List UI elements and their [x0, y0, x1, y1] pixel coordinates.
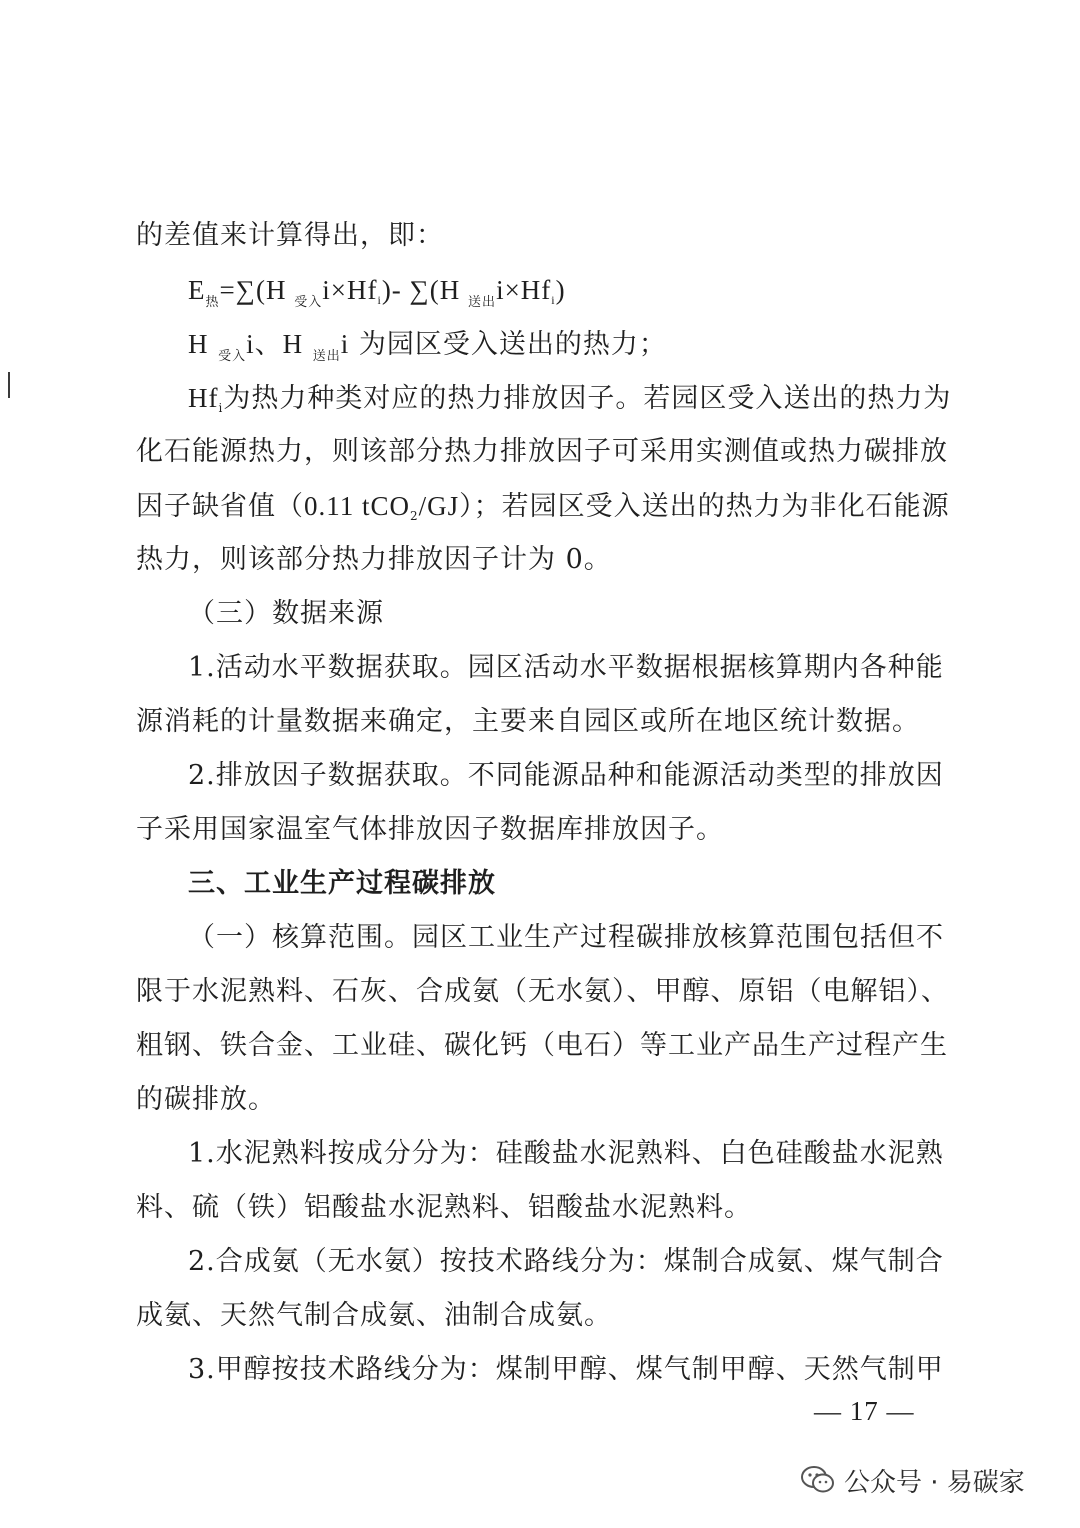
text-line: 源消耗的计量数据来确定，主要来自园区或所在地区统计数据。 [136, 706, 920, 737]
section-heading: 三、工业生产过程碳排放 [188, 868, 496, 899]
text-line: 料、硫（铁）铝酸盐水泥熟料、铝酸盐水泥熟料。 [136, 1192, 752, 1223]
page-number: — 17 — [814, 1396, 915, 1426]
text-line: 2.排放因子数据获取。不同能源品种和能源活动类型的排放因 [188, 760, 944, 791]
text-line: 的碳排放。 [136, 1084, 276, 1115]
text-line: 1.水泥熟料按成分分为：硅酸盐水泥熟料、白色硅酸盐水泥熟 [188, 1138, 944, 1169]
formula-line [0, 262, 1080, 318]
text-line: 限于水泥熟料、石灰、合成氨（无水氨）、甲醇、原铝（电解铝）、 [136, 976, 949, 1007]
heat-emission-formula: $E_热=\sum(H$ $_{受入}$i×Hfi)- ∑(H $_{送出}$i×Hfi) [188, 275, 566, 309]
text-line: 的差值来计算得出，即： [136, 220, 444, 251]
text-line: 2.合成氨（无水氨）按技术路线分为：煤制合成氨、煤气制合 [188, 1246, 944, 1277]
text-line: （一）核算范围。园区工业生产过程碳排放核算范围包括但不 [188, 922, 944, 953]
wechat-icon [800, 1464, 836, 1496]
text-line: 热力，则该部分热力排放因子计为 0。 [136, 544, 612, 575]
text-line: 粗钢、铁合金、工业硅、碳化钙（电石）等工业产品生产过程产生 [136, 1030, 948, 1061]
text-line: 1.活动水平数据获取。园区活动水平数据根据核算期内各种能 [188, 652, 944, 683]
text-line: 子采用国家温室气体排放因子数据库排放因子。 [136, 814, 724, 845]
definition-line: H $_{受入}$i、H $_{送出}$i 为园区受入送出的热力； [188, 329, 667, 364]
item-heading: （一）核算范围。 [188, 922, 412, 953]
watermark [800, 1460, 1025, 1500]
text-line: 因子缺省值（0.11 tCO2/GJ）；若园区受入送出的热力为非化石能源 [136, 491, 950, 523]
text-line: Hfi为热力种类对应的热力排放因子。若园区受入送出的热力为 [188, 383, 952, 415]
subsection-heading: （三）数据来源 [188, 598, 384, 629]
item-heading: 2.排放因子数据获取。 [188, 760, 468, 791]
text-line: 成氨、天然气制合成氨、油制合成氨。 [136, 1300, 612, 1331]
text-line: 3.甲醇按技术路线分为：煤制甲醇、煤气制甲醇、天然气制甲 [188, 1354, 944, 1385]
text-line: 化石能源热力，则该部分热力排放因子可采用实测值或热力碳排放 [136, 436, 948, 467]
item-heading: 1.活动水平数据获取。 [188, 652, 468, 683]
watermark-text: 公众号 · 易碳家 [844, 1467, 1025, 1498]
